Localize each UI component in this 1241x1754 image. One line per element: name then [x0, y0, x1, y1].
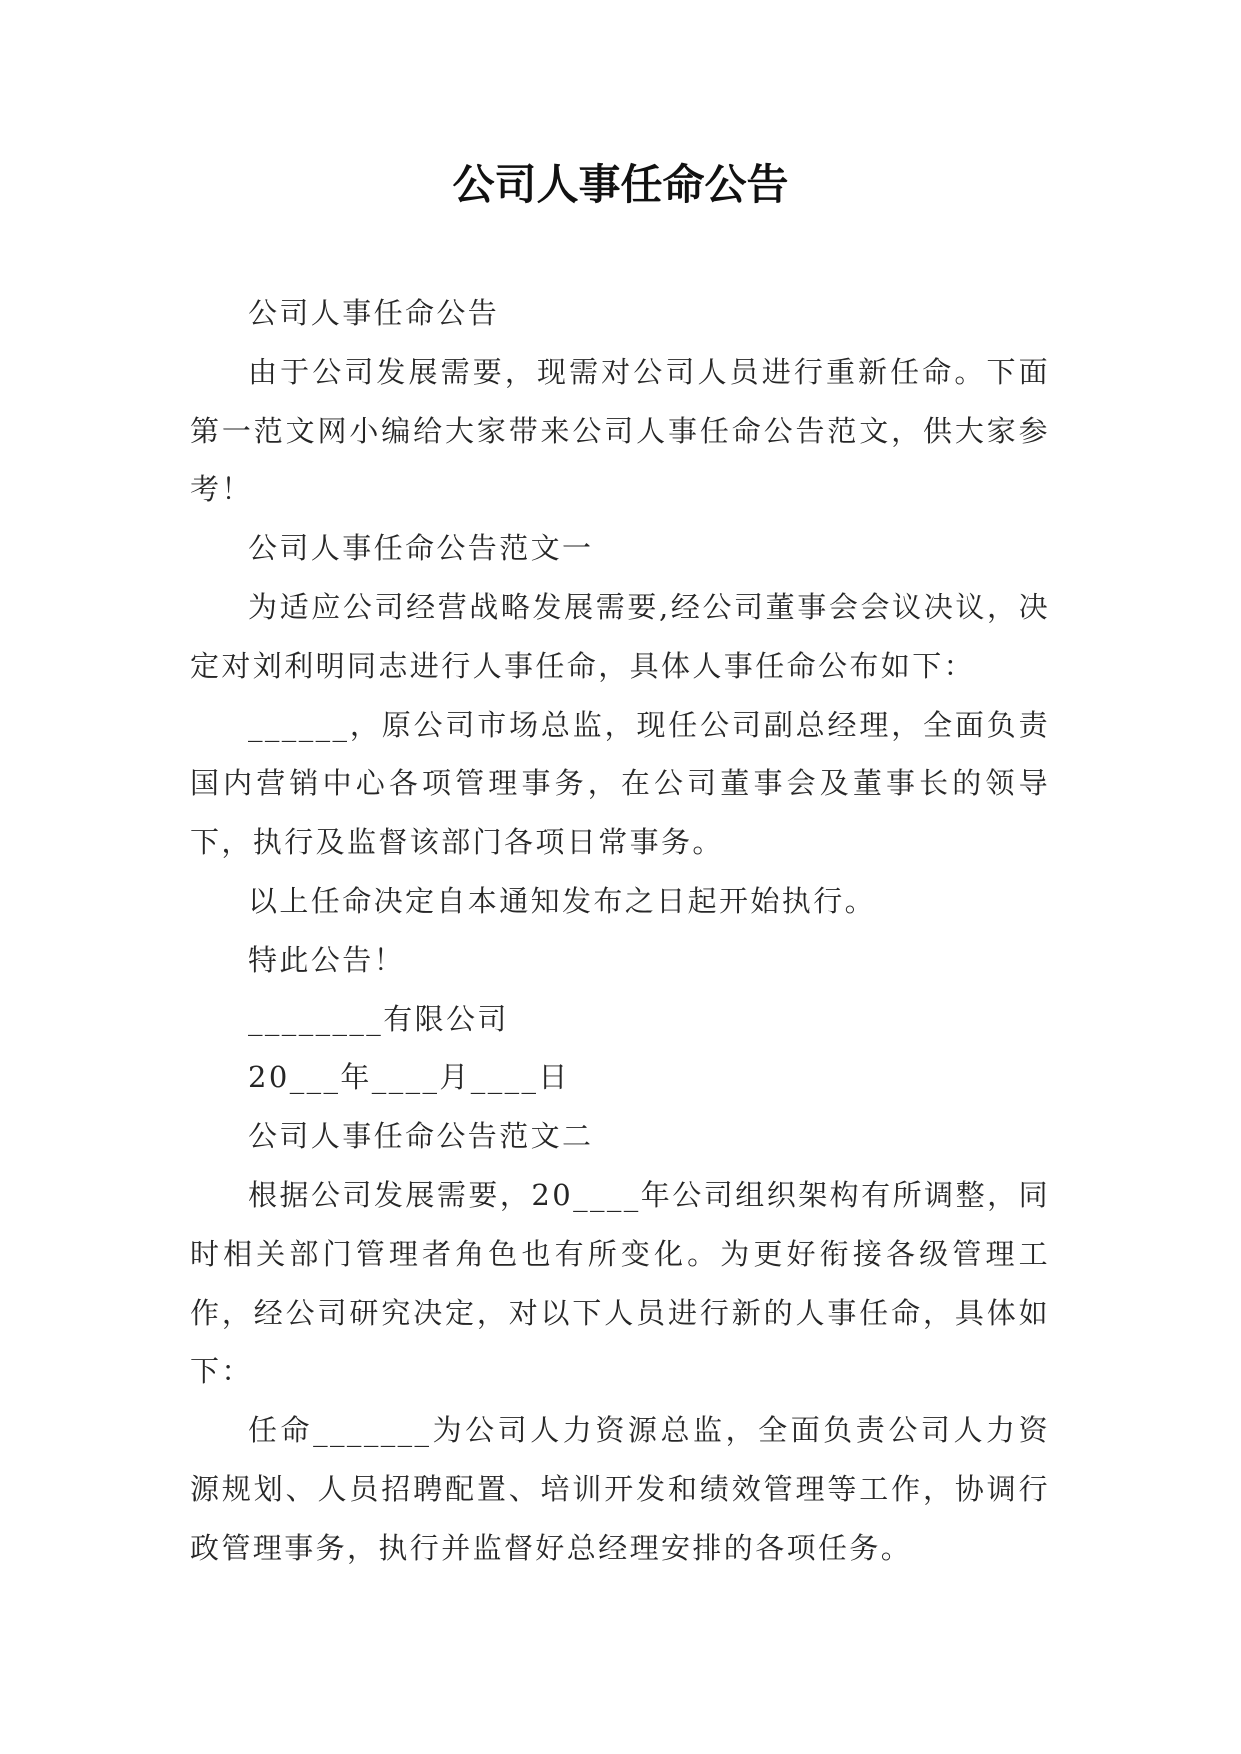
paragraph-sample-one-heading: 公司人事任命公告范文一: [248, 531, 594, 566]
paragraph-sample-one-appointment: ______，原公司市场总监，现任公司副总经理，全面负责国内营销中心各项管理事务，在公司董事会及董事长的领导下，执行及监督该部门各项日常事务。: [190, 707, 1050, 860]
paragraph-company-signature: ________有限公司: [248, 1001, 509, 1036]
paragraph-sample-one-decision: 为适应公司经营战略发展需要,经公司董事会会议决议，决定对刘利明同志进行人事任命，具体人事任命公布如下：: [190, 589, 1050, 683]
document-body: [190, 284, 1050, 1578]
paragraph-sample-two-context: 根据公司发展需要，20____年公司组织架构有所调整，同时相关部门管理者角色也有所变化。为更好衔接各级管理工作，经公司研究决定，对以下人员进行新的人事任命，具体如下：: [190, 1177, 1050, 1389]
paragraph-announcement: 特此公告！: [248, 942, 406, 977]
paragraph-intro: 由于公司发展需要，现需对公司人员进行重新任命。下面第一范文网小编给大家带来公司人事任命公告范文，供大家参考！: [190, 354, 1050, 507]
paragraph-date: 20___年____月____日: [248, 1060, 570, 1095]
paragraph-sample-two-appointment: 任命_______为公司人力资源总监，全面负责公司人力资源规划、人员招聘配置、培训开发和绩效管理等工作，协调行政管理事务，执行并监督好总经理安排的各项任务。: [190, 1413, 1050, 1565]
document-title: 公司人事任命公告: [452, 160, 789, 209]
paragraph-sample-two-heading: 公司人事任命公告范文二: [248, 1119, 594, 1154]
paragraph-heading: 公司人事任命公告: [248, 296, 500, 330]
paragraph-effective-notice: 以上任命决定自本通知发布之日起开始执行。: [248, 883, 877, 918]
